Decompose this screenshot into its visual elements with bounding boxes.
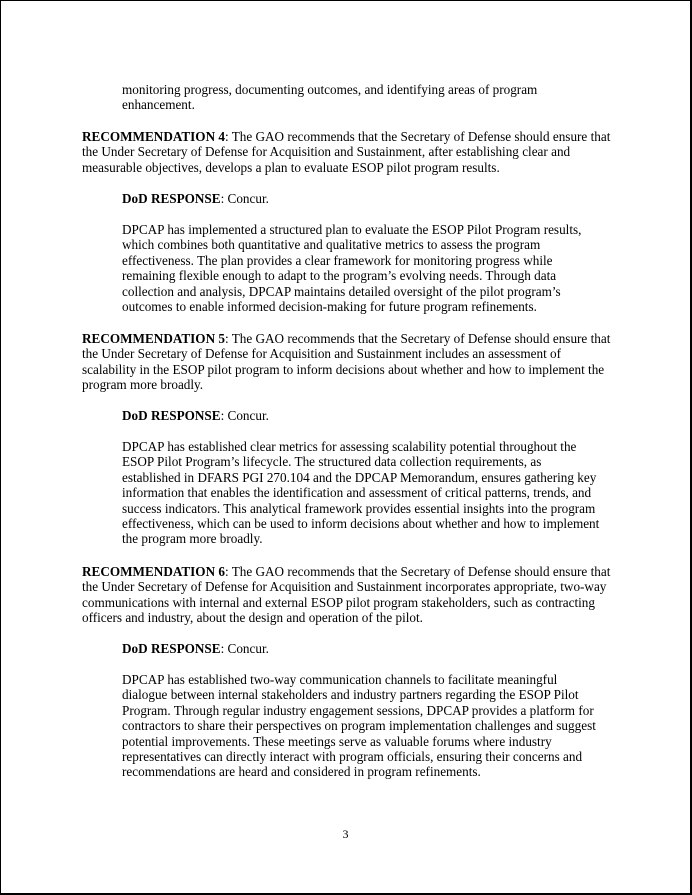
recommendation-4-label: RECOMMENDATION 4 (82, 129, 225, 144)
recommendation-5-label: RECOMMENDATION 5 (82, 331, 225, 346)
recommendation-4-text: : The GAO recommends that the Secretary of Defense should ensure that the Under Secretary of Defense for Acquisition and Sustainment, after establishing clear and measurable objectives, develops a plan to evaluate ESOP pilot program results. (82, 129, 611, 175)
response-5-value: : Concur. (220, 408, 269, 423)
response-4 (122, 191, 602, 206)
response-6-label: DoD RESPONSE (122, 641, 221, 656)
page-number: 3 (342, 827, 349, 841)
response-5-body: DPCAP has established clear metrics for assessing scalability potential throughout the ESOP Pilot Program’s lifecycle. The structured data collection requirements, as established in DFARS PGI 270.104 and the DPCAP Memorandum, ensures gathering key information that enables the identification and assessment of critical patterns, trends, and success indicators. This analytical framework provides essential insights into the program effectiveness, which can be used to inform decisions about whether and how to implement the program more broadly. (122, 439, 600, 547)
recommendation-6-text: : The GAO recommends that the Secretary of Defense should ensure that the Under Secretary of Defense for Acquisition and Sustainment incorporates appropriate, two-way communications with internal and external ESOP pilot program stakeholders, such as contracting officers and industry, about the design and operation of the pilot. (82, 564, 611, 626)
response-5-label: DoD RESPONSE (122, 408, 221, 423)
recommendation-5-text: : The GAO recommends that the Secretary of Defense should ensure that the Under Secretary of Defense for Acquisition and Sustainment includes an assessment of scalability in the ESOP pilot program to inform decisions about whether and how to implement the program more broadly. (82, 331, 611, 393)
response-4-value: : Concur. (220, 191, 269, 206)
continuation-paragraph: monitoring progress, documenting outcomes, and identifying areas of program enhancement. (122, 82, 538, 113)
recommendation-5 (82, 331, 612, 393)
response-6-value: : Concur. (220, 641, 269, 656)
response-6 (122, 641, 602, 656)
response-5 (122, 408, 602, 423)
recommendation-6-label: RECOMMENDATION 6 (82, 564, 225, 579)
response-4-body: DPCAP has implemented a structured plan to evaluate the ESOP Pilot Program results, which combines both quantitative and qualitative metrics to assess the program effectiveness. The plan provides a clear framework for monitoring progress while remaining flexible enough to adapt to the program’s evolving needs. Through data collection and analysis, DPCAP maintains detailed oversight of the pilot program’s outcomes to enable informed decision-making for future program refinements. (122, 222, 582, 315)
recommendation-4 (82, 129, 612, 175)
recommendation-6 (82, 564, 612, 626)
response-6-body: DPCAP has established two-way communication channels to facilitate meaningful dialogue between internal stakeholders and industry partners regarding the ESOP Pilot Program. Through regular industry engagement sessions, DPCAP provides a platform for contractors to share their perspectives on program implementation challenges and suggest potential improvements. These meetings serve as valuable forums where industry representatives can directly interact with program officials, ensuring their concerns and recommendations are heard and considered in program refinements. (122, 672, 596, 780)
response-4-label: DoD RESPONSE (122, 191, 221, 206)
